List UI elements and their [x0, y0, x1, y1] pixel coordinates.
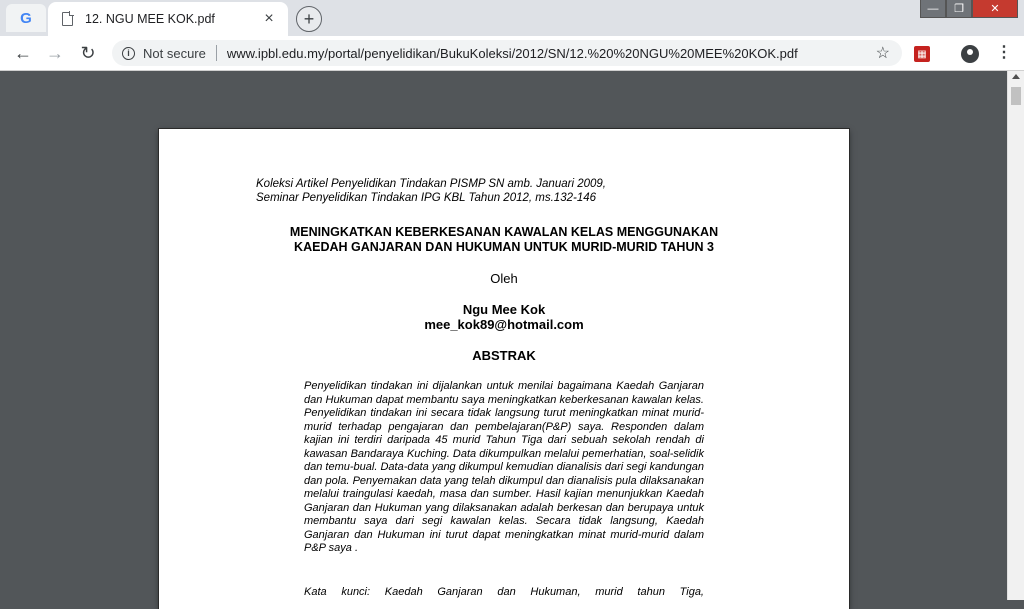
- separator: [216, 45, 217, 61]
- browser-toolbar: [0, 36, 1024, 71]
- file-icon: [62, 12, 73, 26]
- security-label[interactable]: Not secure: [143, 45, 206, 61]
- window-close-icon[interactable]: ✕: [972, 0, 1018, 18]
- abstract-text: Penyelidikan tindakan ini dijalankan untuk menilai bagaimana Kaedah Ganjaran dan Hukuman dapat membantu saya meningkatkan keberkesanan kawalan kelas. Penyelidikan tindakan ini secara tidak langsung turut meningkatkan minat murid-murid terhadap pengajaran dan pembelajaran(P&P) saya. Responden dalam kajian ini terdiri daripada 45 murid Tahun Tiga dari sebuah sekolah rendah di kawasan Bandaraya Kuching. Data dikumpulkan melalui pemerhatian, soal-selidik dan temu-bual. Data-data yang dikumpul kemudian dianalisis dari segi kandungan dan pola. Penyemakan data yang telah dikumpul dan dianalisis pula dilaksanakan melalui traingulasi kaedah, masa dan sumber. Hasil kajian menunjukkan Kaedah Ganjaran dan Hukuman yang dilaksanakan adalah berkesan dan berupaya untuk membantu saya dari segi kawalan kelas. Secara tidak langsung, Kaedah Ganjaran dan Hukuman ini turut dapat meningkatkan minat murid-murid dalam P&P saya .: [304, 380, 704, 554]
- author-name: Ngu Mee Kok: [462, 302, 546, 317]
- meta-line: Koleksi Artikel Penyelidikan Tindakan PISMP SN amb. Januari 2009,: [256, 178, 606, 190]
- profile-icon[interactable]: [961, 45, 979, 63]
- address-bar[interactable]: [112, 40, 902, 66]
- meta-line: Seminar Penyelidikan Tindakan IPG KBL Tahun 2012, ms.132-146: [256, 192, 597, 204]
- tab-pdf[interactable]: [48, 2, 288, 36]
- document-title: [159, 225, 849, 255]
- close-icon[interactable]: ×: [264, 10, 274, 27]
- pdf-page: [159, 129, 849, 609]
- abstract-heading: ABSTRAK: [472, 348, 536, 363]
- keywords-text: Kata kunci: Kaedah Ganjaran dan Hukuman, murid tahun Tiga,: [304, 586, 704, 598]
- google-icon: G: [20, 9, 32, 27]
- forward-icon[interactable]: →: [46, 42, 64, 63]
- menu-icon[interactable]: ⋮: [996, 44, 1012, 61]
- title-line: KAEDAH GANJARAN DAN HUKUMAN UNTUK MURID-MURID TAHUN 3: [294, 240, 714, 254]
- author-block: [159, 302, 849, 332]
- info-icon[interactable]: i: [122, 47, 135, 60]
- scrollbar[interactable]: [1007, 71, 1024, 600]
- title-line: MENINGKATKAN KEBERKESANAN KAWALAN KELAS MENGGUNAKAN: [289, 225, 719, 239]
- tab-google[interactable]: [6, 4, 46, 32]
- minimize-icon[interactable]: —: [920, 0, 946, 18]
- extension-icon[interactable]: ▦: [914, 46, 930, 62]
- tab-title: 12. NGU MEE KOK.pdf: [85, 12, 215, 26]
- tab-strip: [0, 0, 1024, 37]
- author-email: mee_kok89@hotmail.com: [424, 317, 584, 332]
- back-icon[interactable]: ←: [14, 42, 32, 63]
- maximize-icon[interactable]: ❐: [946, 0, 972, 18]
- scroll-thumb[interactable]: [1011, 87, 1021, 105]
- window-controls: [920, 0, 1018, 18]
- reload-icon[interactable]: ↻: [80, 42, 96, 63]
- star-icon[interactable]: ☆: [875, 45, 890, 62]
- new-tab-button[interactable]: +: [296, 6, 322, 32]
- by-label: Oleh: [490, 271, 518, 286]
- url-text[interactable]: www.ipbl.edu.my/portal/penyelidikan/BukuKoleksi/2012/SN/12.%20%20NGU%20MEE%20KOK.pdf: [226, 45, 798, 61]
- document-meta: [256, 177, 606, 205]
- scroll-up-icon[interactable]: [1012, 74, 1020, 79]
